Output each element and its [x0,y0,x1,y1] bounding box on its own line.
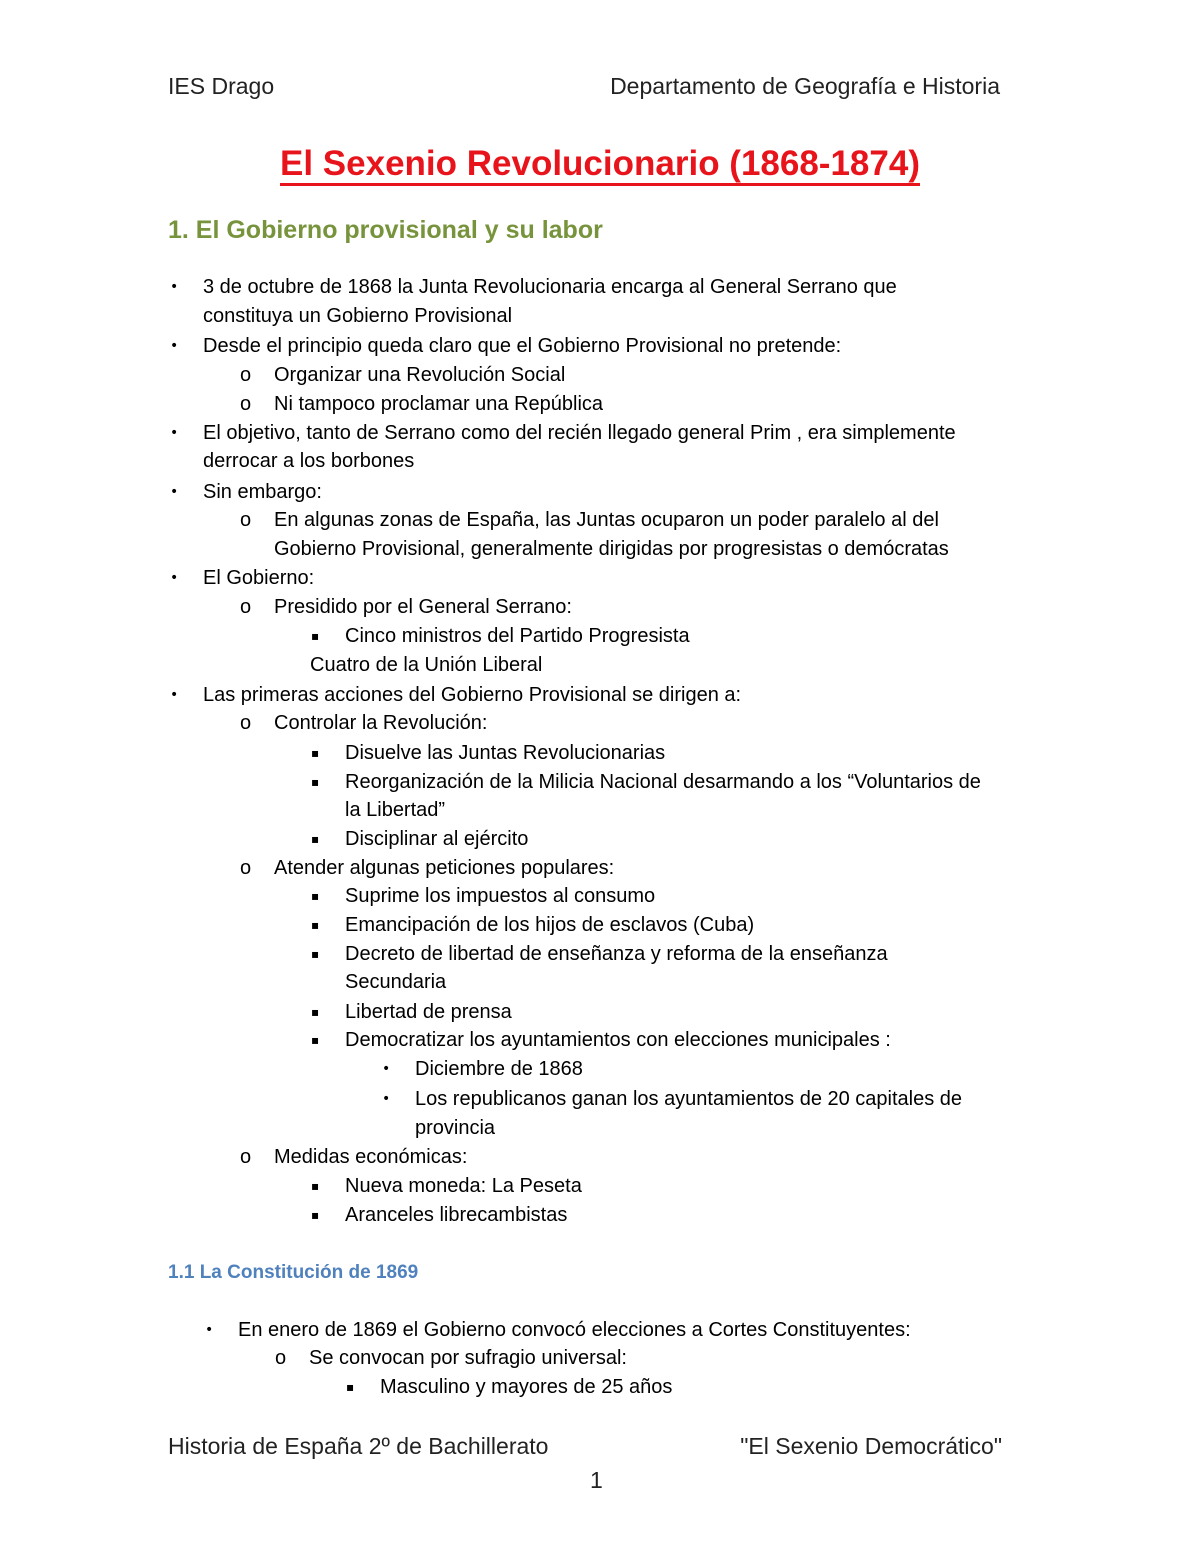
list-item: Sin embargo: [203,481,322,503]
list-item-continuation: la Libertad” [345,799,446,821]
list-item: El Gobierno: [203,567,315,589]
circle-marker: o [240,364,252,386]
section-heading-1: 1. El Gobierno provisional y su labor [168,216,603,244]
square-marker: ▪ [311,889,320,903]
list-item: En enero de 1869 el Gobierno convocó elecciones a Cortes Constituyentes: [238,1319,911,1341]
bullet-marker: • [170,425,179,441]
circle-marker: o [240,509,252,531]
list-item: Aranceles librecambistas [345,1204,568,1226]
circle-marker: o [240,1146,252,1168]
list-item: Se convocan por sufragio universal: [309,1347,627,1369]
footer-course: Historia de España 2º de Bachillerato [168,1433,549,1459]
bullet-marker: • [170,484,179,500]
list-item: Disuelve las Juntas Revolucionarias [345,742,666,764]
list-item: Ni tampoco proclamar una República [274,393,604,415]
list-item: Presidido por el General Serrano: [274,596,572,618]
square-marker: ▪ [311,629,320,643]
circle-marker: o [240,712,252,734]
footer-topic: "El Sexenio Democrático" [740,1433,1002,1459]
square-marker: ▪ [311,947,320,961]
circle-marker: o [275,1347,287,1369]
square-marker: ▪ [311,1033,320,1047]
list-item: Controlar la Revolución: [274,712,488,734]
list-item: Masculino y mayores de 25 años [380,1376,673,1398]
list-item: Diciembre de 1868 [415,1058,583,1080]
circle-marker: o [240,857,252,879]
square-marker: ▪ [311,1005,320,1019]
list-item: 3 de octubre de 1868 la Junta Revolucionaria encarga al General Serrano que [203,276,897,298]
square-marker: ▪ [311,1179,320,1193]
header-school: IES Drago [168,73,275,99]
square-marker: ▪ [311,1208,320,1222]
list-item: Atender algunas peticiones populares: [274,857,615,879]
list-item: Cinco ministros del Partido Progresista [345,625,690,647]
list-item: Disciplinar al ejército [345,828,529,850]
square-marker: ▪ [346,1380,355,1394]
square-marker: ▪ [311,832,320,846]
list-item: En algunas zonas de España, las Juntas ocuparon un poder paralelo al del [274,509,939,531]
square-marker: ▪ [311,918,320,932]
header-department: Departamento de Geografía e Historia [610,73,1000,99]
bullet-marker: • [382,1061,391,1077]
list-item: Organizar una Revolución Social [274,364,566,386]
list-item: Nueva moneda: La Peseta [345,1175,582,1197]
list-item: Emancipación de los hijos de esclavos (Cuba) [345,914,755,936]
list-item-continuation: Cuatro de la Unión Liberal [310,654,543,676]
list-item: Democratizar los ayuntamientos con elecciones municipales : [345,1029,891,1051]
circle-marker: o [240,393,252,415]
list-item-continuation: derrocar a los borbones [203,450,415,472]
bullet-marker: • [170,338,179,354]
list-item: Los republicanos ganan los ayuntamientos de 20 capitales de [415,1088,963,1110]
list-item-continuation: provincia [415,1117,496,1139]
document-title [0,142,1200,186]
bullet-marker: • [170,687,179,703]
square-marker: ▪ [311,746,320,760]
section-heading-1-1: 1.1 La Constitución de 1869 [168,1262,419,1283]
circle-marker: o [240,596,252,618]
list-item: Reorganización de la Milicia Nacional desarmando a los “Voluntarios de [345,771,981,793]
list-item: Suprime los impuestos al consumo [345,885,656,907]
list-item: Libertad de prensa [345,1001,512,1023]
bullet-marker: • [170,279,179,295]
page-number: 1 [590,1467,603,1493]
list-item: Las primeras acciones del Gobierno Provisional se dirigen a: [203,684,742,706]
list-item: Decreto de libertad de enseñanza y reforma de la enseñanza [345,943,888,965]
document-title-text: El Sexenio Revolucionario (1868-1874) [280,144,920,186]
list-item: Desde el principio queda claro que el Gobierno Provisional no pretende: [203,335,842,357]
list-item-continuation: constituya un Gobierno Provisional [203,305,513,327]
list-item: Medidas económicas: [274,1146,468,1168]
bullet-marker: • [382,1091,391,1107]
list-item-continuation: Secundaria [345,971,447,993]
list-item: El objetivo, tanto de Serrano como del recién llegado general Prim , era simplemente [203,422,956,444]
square-marker: ▪ [311,775,320,789]
bullet-marker: • [170,570,179,586]
list-item-continuation: Gobierno Provisional, generalmente dirigidas por progresistas o demócratas [274,538,949,560]
bullet-marker: • [205,1322,214,1338]
